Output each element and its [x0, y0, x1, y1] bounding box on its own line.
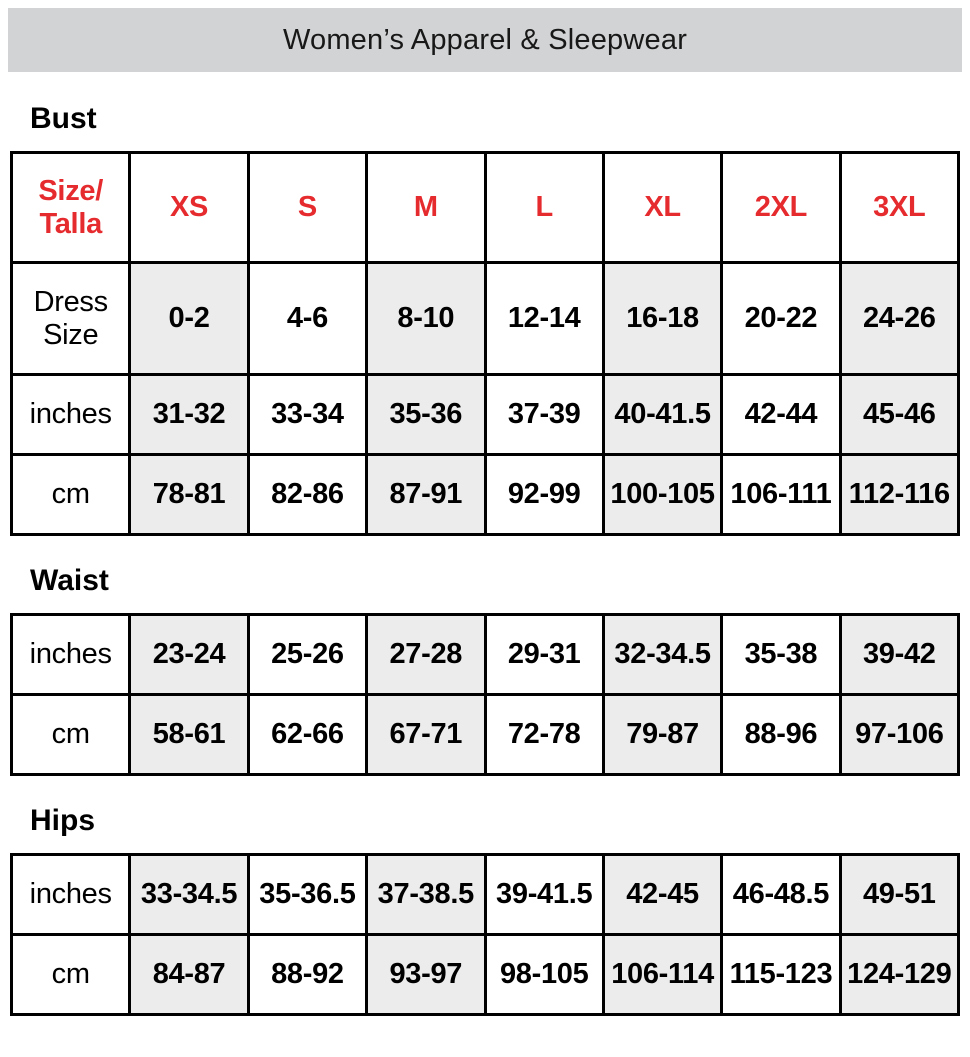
- row-label-cm: cm: [12, 455, 130, 535]
- table-row-inches: [12, 615, 959, 695]
- data-cell: 29-31: [485, 615, 603, 695]
- row-label-inches: inches: [12, 375, 130, 455]
- data-cell: 4-6: [248, 263, 366, 375]
- page-title: Women’s Apparel & Sleepwear: [282, 23, 688, 56]
- data-cell: 67-71: [367, 695, 485, 775]
- row-label-dress-size: [12, 263, 130, 375]
- size-cell-2xl: 2XL: [722, 153, 840, 263]
- data-cell: 106-114: [603, 935, 721, 1015]
- data-cell: 32-34.5: [603, 615, 721, 695]
- data-cell: 112-116: [840, 455, 958, 535]
- dress-label-line2: Size: [43, 318, 99, 351]
- table-row-cm: [12, 455, 959, 535]
- row-label-inches: inches: [12, 855, 130, 935]
- hips-table: [10, 853, 960, 1016]
- data-cell: 37-38.5: [367, 855, 485, 935]
- size-talla-header: [12, 153, 130, 263]
- size-cell-xs: XS: [130, 153, 248, 263]
- table-row-cm: [12, 935, 959, 1015]
- row-label-cm: cm: [12, 695, 130, 775]
- row-label-inches: inches: [12, 615, 130, 695]
- row-label-cm: cm: [12, 935, 130, 1015]
- data-cell: 115-123: [722, 935, 840, 1015]
- data-cell: 24-26: [840, 263, 958, 375]
- data-cell: 97-106: [840, 695, 958, 775]
- section-heading-bust: Bust: [30, 102, 97, 135]
- data-cell: 46-48.5: [722, 855, 840, 935]
- data-cell: 12-14: [485, 263, 603, 375]
- data-cell: 42-44: [722, 375, 840, 455]
- data-cell: 37-39: [485, 375, 603, 455]
- data-cell: 42-45: [603, 855, 721, 935]
- data-cell: 33-34.5: [130, 855, 248, 935]
- data-cell: 0-2: [130, 263, 248, 375]
- size-cell-s: S: [248, 153, 366, 263]
- data-cell: 20-22: [722, 263, 840, 375]
- data-cell: 62-66: [248, 695, 366, 775]
- data-cell: 33-34: [248, 375, 366, 455]
- data-cell: 88-96: [722, 695, 840, 775]
- size-cell-l: L: [485, 153, 603, 263]
- title-bar: [8, 8, 962, 72]
- data-cell: 40-41.5: [603, 375, 721, 455]
- data-cell: 49-51: [840, 855, 958, 935]
- size-cell-xl: XL: [603, 153, 721, 263]
- data-cell: 25-26: [248, 615, 366, 695]
- table-row-inches: [12, 375, 959, 455]
- data-cell: 8-10: [367, 263, 485, 375]
- data-cell: 98-105: [485, 935, 603, 1015]
- data-cell: 88-92: [248, 935, 366, 1015]
- data-cell: 58-61: [130, 695, 248, 775]
- data-cell: 82-86: [248, 455, 366, 535]
- data-cell: 39-42: [840, 615, 958, 695]
- data-cell: 87-91: [367, 455, 485, 535]
- data-cell: 124-129: [840, 935, 958, 1015]
- data-cell: 79-87: [603, 695, 721, 775]
- data-cell: 39-41.5: [485, 855, 603, 935]
- data-cell: 35-36: [367, 375, 485, 455]
- size-label-line2: Talla: [39, 207, 102, 240]
- data-cell: 78-81: [130, 455, 248, 535]
- table-row-inches: [12, 855, 959, 935]
- section-heading-waist: Waist: [30, 564, 109, 597]
- table-row-sizes: [12, 153, 959, 263]
- data-cell: 35-36.5: [248, 855, 366, 935]
- data-cell: 16-18: [603, 263, 721, 375]
- data-cell: 35-38: [722, 615, 840, 695]
- data-cell: 100-105: [603, 455, 721, 535]
- table-row-dress-size: [12, 263, 959, 375]
- data-cell: 84-87: [130, 935, 248, 1015]
- waist-table: [10, 613, 960, 776]
- size-label-line1: Size/: [38, 175, 103, 208]
- data-cell: 27-28: [367, 615, 485, 695]
- data-cell: 45-46: [840, 375, 958, 455]
- size-cell-m: M: [367, 153, 485, 263]
- dress-label-line1: Dress: [33, 286, 108, 319]
- table-row-cm: [12, 695, 959, 775]
- section-heading-hips: Hips: [30, 804, 96, 837]
- data-cell: 92-99: [485, 455, 603, 535]
- data-cell: 72-78: [485, 695, 603, 775]
- data-cell: 23-24: [130, 615, 248, 695]
- data-cell: 93-97: [367, 935, 485, 1015]
- data-cell: 31-32: [130, 375, 248, 455]
- bust-table: [10, 151, 960, 536]
- data-cell: 106-111: [722, 455, 840, 535]
- size-cell-3xl: 3XL: [840, 153, 958, 263]
